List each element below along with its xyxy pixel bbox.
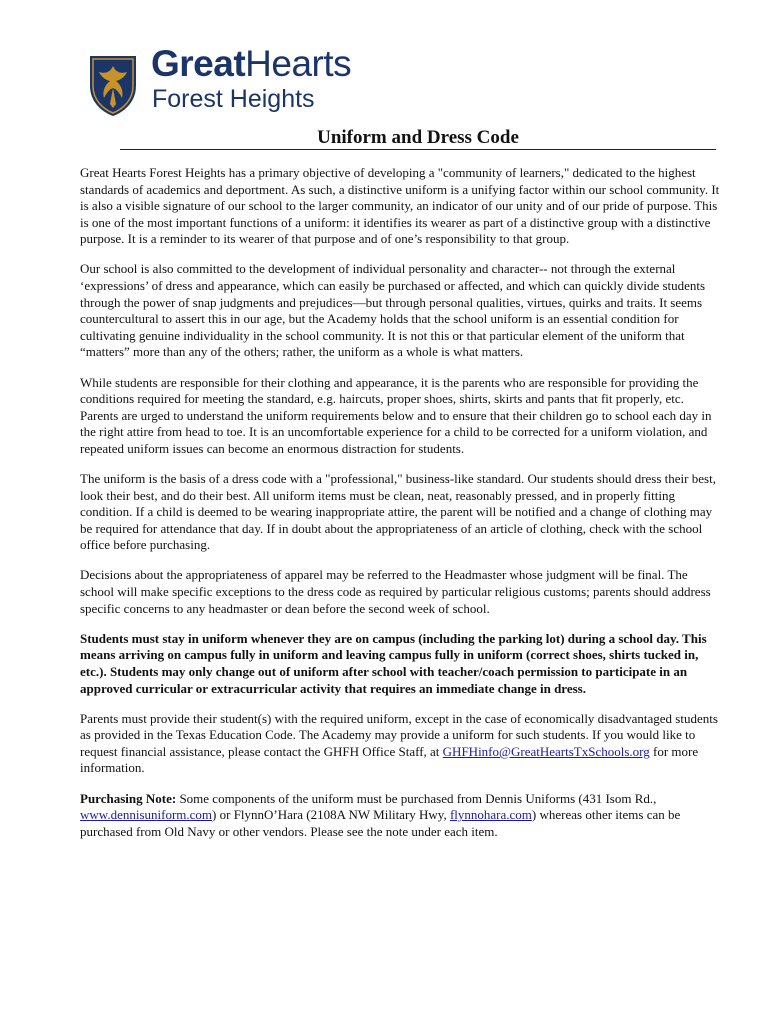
logo-subtitle: Forest Heights [152,85,315,113]
paragraph-character: Our school is also committed to the development of individual personality and character-- not through the external ‘expressions’ of dress and appearance, which can easily be purchased or affected, and which can quickly divide students through the power of snap judgments and prejudices—but through personal qualities, virtues, quirks and traits. It seems countercultural to assert this in our age, but the Academy holds that the school uniform is an essential condition for cultivating genuine individuality in the school community. It is not this or that particular element of the uniform that “matters” more than any of the others; rather, the uniform as a whole is what matters. [80,261,706,360]
logo-word-hearts: Hearts [245,43,352,84]
paragraph-purchasing-note [80,791,720,841]
purchasing-text-3: ) whereas other items can be purchased from Old Navy or other vendors. Please see the note under each item. [80,807,681,839]
page-title: Uniform and Dress Code [317,127,519,148]
purchasing-text-2: ) or FlynnO’Hara (2108A NW Military Hwy, [212,807,450,823]
flynnohara-link[interactable]: flynnohara.com [449,807,532,823]
purchasing-text-1: Some components of the uniform must be purchased from Dennis Uniforms (431 Isom Rd., [176,790,657,806]
phoenix-crest-icon [86,52,140,118]
paragraph-community: Great Hearts Forest Heights has a primary objective of developing a "community of learners," dedicated to the highest standards of academics and deportment. As such, a distinctive uniform is a unifying factor within our school community. It is also a visible signature of our school to the larger community, an indicator of our unity and of our pride of purpose. This is one of the most important functions of a uniform: it identifies its wearer as part of a distinctive group with a distinctive purpose. It is a reminder to its wearer of that purpose and of one’s responsibility to that group. [80,165,720,247]
paragraph-responsibility: While students are responsible for their clothing and appearance, it is the parents who are responsible for providing the conditions required for meeting the standard, e.g. haircuts, proper shoes, shirts, skirts and pants that fit properly, etc. Parents are urged to understand the uniform requirements below and to ensure that their children go to school each day in the right attire from head to toe. It is an uncomfortable experience for a child to be corrected for a uniform violation, and repeated uniform issues can become an enormous distraction for students. [80,374,712,456]
document-body [80,165,720,854]
parents-text: Parents must provide their student(s) with the required uniform, except in the case of economically disadvantaged students as provided in the Texas Education Code. The Academy may provide a uniform for such students. If you would like to request financial assistance, please contact the GHFH Office Staff, at [80,710,718,759]
paragraph-dress-code: The uniform is the basis of a dress code with a "professional," business-like standard. Our students should dress their best, look their best, and do their best. All uniform items must be clean, neat, reasonably pressed, and in properly fitting condition. If a child is deemed to be wearing inappropriate attire, the parent will be notified and a change of clothing may be required for attendance that day. If in doubt about the appropriateness of an article of clothing, check with the school office before purchasing. [80,471,716,553]
paragraph-campus-rule: Students must stay in uniform whenever they are on campus (including the parking lot) during a school day. This means arriving on campus fully in uniform and leaving campus fully in uniform (correct shoes, shirts tucked in, etc.). Students may only change out of uniform after school with teacher/coach permission to participate in an approved curricular or extracurricular activity that requires an immediate change in dress. [80,630,707,696]
logo-wordmark [151,44,351,84]
purchasing-note-label: Purchasing Note: [80,790,177,806]
parents-text-after: for more information. [80,743,699,776]
dennis-uniform-link[interactable]: www.dennisuniform.com [80,807,213,823]
paragraph-decisions: Decisions about the appropriateness of apparel may be referred to the Headmaster whose judgment will be final. The school will make specific exceptions to the dress code as required by particular religious customs; parents should address specific concerns to any headmaster or dean before the second week of school. [80,567,711,616]
school-logo [86,43,376,122]
paragraph-parents [80,711,720,777]
logo-word-great: Great [151,43,246,84]
email-link[interactable]: GHFHinfo@GreatHeartsTxSchools.org [442,743,650,759]
title-underline [120,149,716,150]
